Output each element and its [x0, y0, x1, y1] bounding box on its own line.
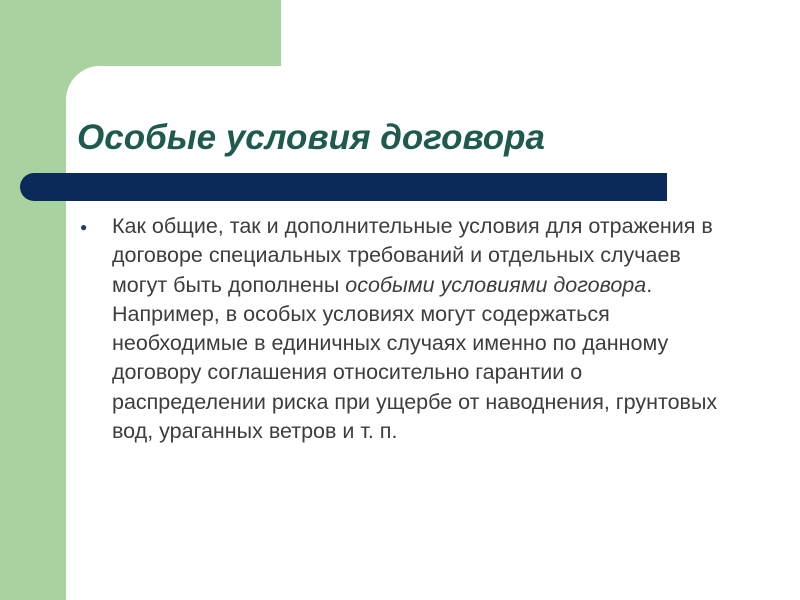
bullet-text-part-2: . Например, в особых условиях могут содержаться необходимые в единичных случаях именно по данному договору соглашения относительно гарантии о распределении риска при ущербе от наводнения, грунтовых вод, ураганных ветров и т. п.: [112, 272, 718, 444]
bullet-text-part-1: Как общие, так и дополнительные условия для отражения в договоре специальных требований и отдельных случаев могут быть дополнены: [112, 214, 713, 297]
bullet-icon: ●: [80, 220, 88, 234]
slide-title: Особые условия договора: [77, 118, 545, 157]
bullet-text-emphasis: особыми условиями договора: [345, 272, 647, 297]
bullet-text: [112, 212, 737, 446]
title-divider-bar: [20, 173, 667, 201]
